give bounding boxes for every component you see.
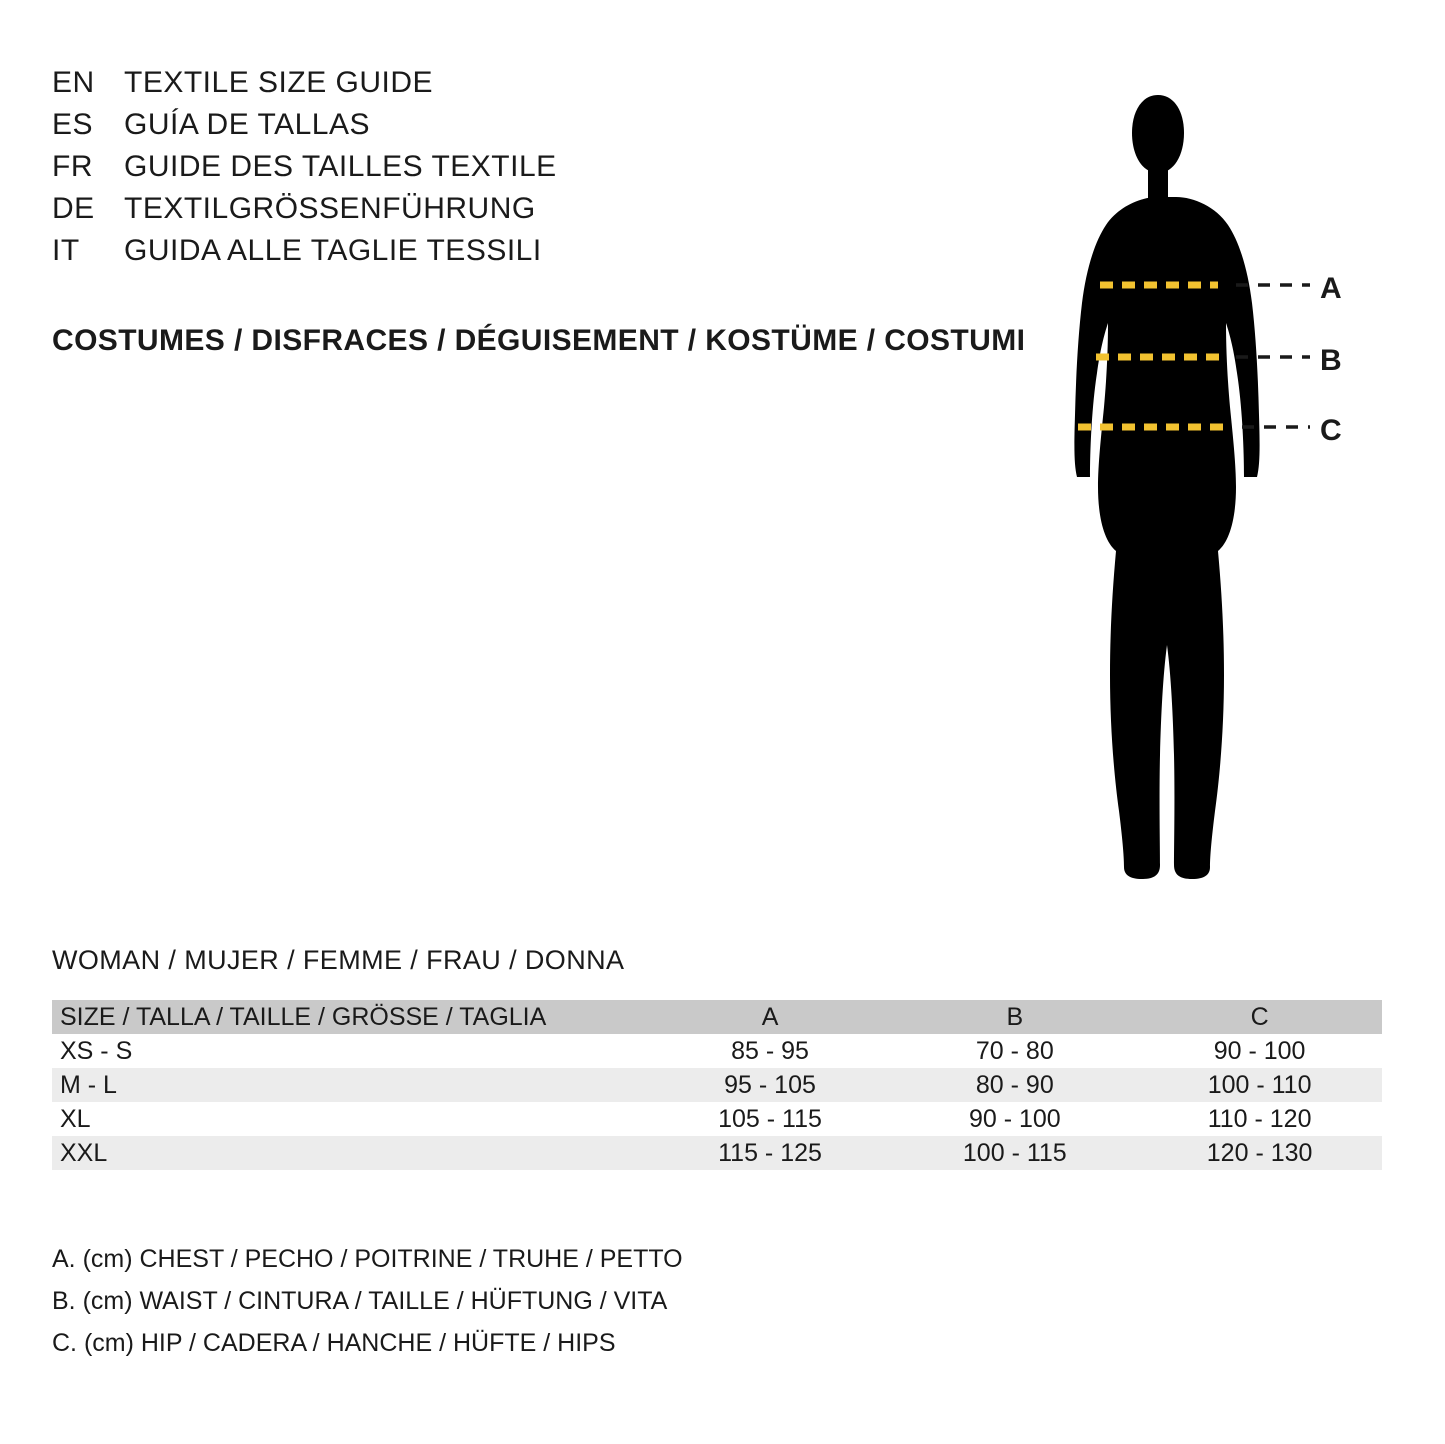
language-row-fr <box>52 150 1032 192</box>
language-text-fr: GUIDE DES TAILLES TEXTILE <box>124 150 557 183</box>
language-row-en <box>52 66 1032 108</box>
legend-item-c: C. (cm) HIP / CADERA / HANCHE / HÜFTE / HIPS <box>52 1329 616 1357</box>
language-row-es <box>52 108 1032 150</box>
size-table <box>52 1000 1382 1170</box>
measurement-legend <box>52 1238 683 1364</box>
cell-size: XXL <box>60 1138 108 1167</box>
table-header-size: SIZE / TALLA / TAILLE / GRÖSSE / TAGLIA <box>60 1002 547 1031</box>
table-row <box>52 1102 1382 1136</box>
legend-item-a: A. (cm) CHEST / PECHO / POITRINE / TRUHE / PETTO <box>52 1245 683 1273</box>
cell-a: 85 - 95 <box>731 1036 809 1065</box>
cell-b: 90 - 100 <box>968 1104 1061 1133</box>
cell-c: 90 - 100 <box>1213 1036 1306 1065</box>
language-text-en: TEXTILE SIZE GUIDE <box>124 66 434 99</box>
legend-item-b: B. (cm) WAIST / CINTURA / TAILLE / HÜFTUNG / VITA <box>52 1287 668 1315</box>
cell-c: 100 - 110 <box>1207 1070 1312 1099</box>
cell-a: 105 - 115 <box>718 1104 822 1133</box>
woman-silhouette-icon <box>1074 95 1259 879</box>
language-text-it: GUIDA ALLE TAGLIE TESSILI <box>124 234 542 267</box>
cell-b: 80 - 90 <box>975 1070 1054 1099</box>
language-code-it: IT <box>52 234 80 267</box>
cell-size: XS - S <box>60 1036 133 1065</box>
cell-size: XL <box>60 1104 91 1133</box>
language-text-es: GUÍA DE TALLAS <box>124 108 370 141</box>
table-row <box>52 1034 1382 1068</box>
table-header-b: B <box>1006 1002 1024 1031</box>
language-code-de: DE <box>52 192 95 225</box>
cell-b: 70 - 80 <box>975 1036 1054 1065</box>
table-header-row <box>52 1000 1382 1034</box>
table-header-a: A <box>761 1002 779 1031</box>
marker-label-a: A <box>1320 272 1342 305</box>
table-header-c: C <box>1250 1002 1269 1031</box>
category-heading: COSTUMES / DISFRACES / DÉGUISEMENT / KOSTÜME / COSTUMI <box>52 324 1026 357</box>
language-row-de <box>52 192 1032 234</box>
language-list <box>52 66 1032 276</box>
language-code-es: ES <box>52 108 94 141</box>
cell-size: M - L <box>60 1070 117 1099</box>
marker-label-b: B <box>1320 344 1342 377</box>
marker-label-c: C <box>1320 414 1342 447</box>
table-title: WOMAN / MUJER / FEMME / FRAU / DONNA <box>52 945 625 975</box>
cell-b: 100 - 115 <box>962 1138 1067 1167</box>
cell-c: 120 - 130 <box>1206 1138 1313 1167</box>
language-code-fr: FR <box>52 150 93 183</box>
language-code-en: EN <box>52 66 95 99</box>
cell-a: 115 - 125 <box>718 1138 822 1167</box>
cell-a: 95 - 105 <box>724 1070 816 1099</box>
language-row-it <box>52 234 1032 276</box>
table-row <box>52 1136 1382 1170</box>
cell-c: 110 - 120 <box>1207 1104 1312 1133</box>
table-row <box>52 1068 1382 1102</box>
language-text-de: TEXTILGRÖSSENFÜHRUNG <box>124 192 536 225</box>
body-silhouette-diagram <box>1020 55 1400 885</box>
